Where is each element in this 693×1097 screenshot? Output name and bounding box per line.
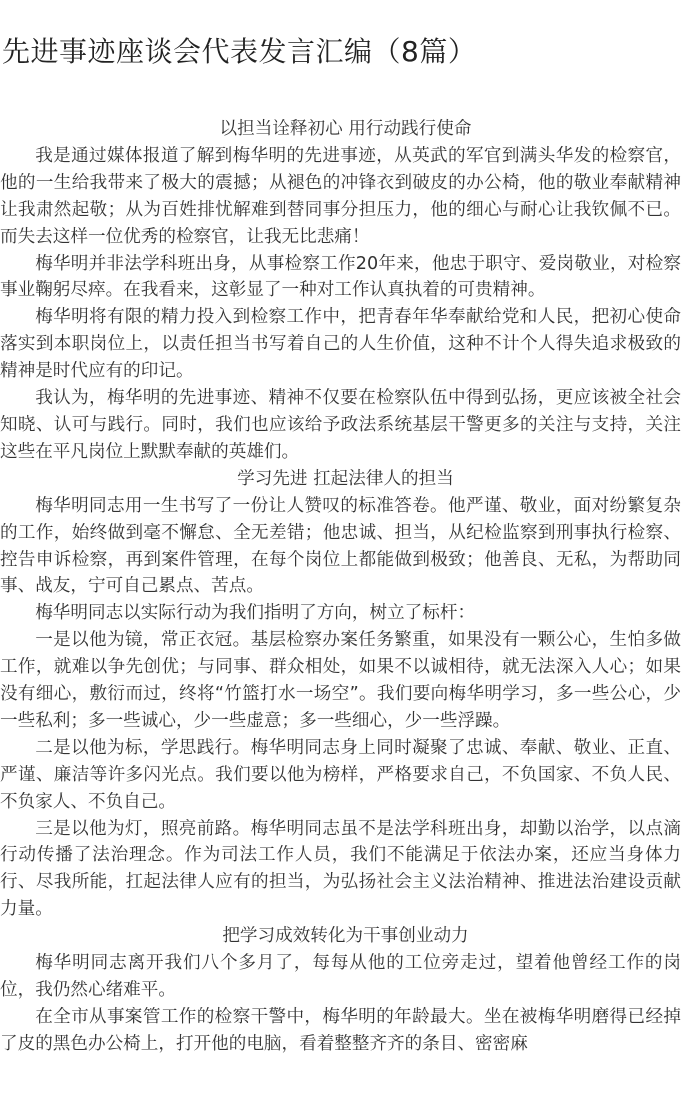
paragraph: 二是以他为标，学思践行。梅华明同志身上同时凝聚了忠诚、奉献、敬业、正直、严谨、廉洁等许多闪光点。我们要以他为榜样，严格要求自己，不负国家、不负人民、不负家人、不负自己。	[0, 737, 681, 812]
section	[0, 466, 681, 923]
paragraph: 梅华明并非法学科班出身，从事检察工作20年来，他忠于职守、爱岗敬业，对检察事业鞠躬尽瘁。在我看来，这彰显了一种对工作认真执着的可贵精神。	[0, 253, 681, 301]
paragraph: 梅华明同志以实际行动为我们指明了方向，树立了标杆：	[35, 603, 476, 624]
section	[0, 116, 681, 466]
paragraph: 我认为，梅华明的先进事迹、精神不仅要在检察队伍中得到弘扬，更应该被全社会知晓、认可与践行。同时，我们也应该给予政法系统基层干警更多的关注与支持，关注这些在平凡岗位上默默奉献的英雄们。	[0, 388, 681, 462]
section-heading: 把学习成效转化为干事创业动力	[222, 926, 469, 947]
section-heading: 以担当诠释初心 用行动践行使命	[219, 119, 472, 139]
paragraph: 梅华明同志离开我们八个多月了，每每从他的工位旁走过，望着他曾经工作的岗位，我仍然心绪难平。	[0, 953, 681, 1000]
section-heading: 学习先进 扛起法律人的担当	[237, 468, 454, 489]
paragraph: 在全市从事案管工作的检察干警中，梅华明的年龄最大。坐在被梅华明磨得已经掉了皮的黑色办公椅上，打开他的电脑，看着整整齐齐的条目、密密麻	[0, 1006, 681, 1054]
paragraph: 梅华明同志用一生书写了一份让人赞叹的标准答卷。他严谨、敬业，面对纷繁复杂的工作，始终做到毫不懈怠、全无差错；他忠诚、担当，从纪检监察到刑事执行检察、控告申诉检察，再到案件管理，在每个岗位上都能做到极致；他善良、无私，为帮助同事、战友，宁可自己累点、苦点。	[0, 495, 681, 597]
paragraph: 我是通过媒体报道了解到梅华明的先进事迹，从英武的军官到满头华发的检察官，他的一生给我带来了极大的震撼；从褪色的冲锋衣到破皮的办公椅，他的敬业奉献精神让我肃然起敬；从为百姓排忧解难到替同事分担压力，他的细心与耐心让我钦佩不已。而失去这样一位优秀的检察官，让我无比悲痛！	[0, 145, 681, 247]
document-title: 先进事迹座谈会代表发言汇编（8篇）	[2, 35, 477, 68]
paragraph: 三是以他为灯，照亮前路。梅华明同志虽不是法学科班出身，却勤以治学，以点滴行动传播了法治理念。作为司法工作人员，我们不能满足于依法办案，还应当身体力行、尽我所能，扛起法律人应有的担当，为弘扬社会主义法治精神、推进法治建设贡献力量。	[0, 818, 681, 920]
section	[0, 923, 681, 1058]
document-body	[0, 116, 681, 1058]
paragraph: 一是以他为镜，常正衣冠。基层检察办案任务繁重，如果没有一颗公心，生怕多做工作，就难以争先创优；与同事、群众相处，如果不以诚相待，就无法深入人心；如果没有细心，敷衍而过，终将“竹篮打水一场空”。我们要向梅华明学习，多一些公心，少一些私利；多一些诚心，少一些虚意；多一些细心，少一些浮躁。	[0, 630, 681, 731]
paragraph: 梅华明将有限的精力投入到检察工作中，把青春年华奉献给党和人民，把初心使命落实到本职岗位上，以责任担当书写着自己的人生价值，这种不计个人得失追求极致的精神是时代应有的印记。	[0, 307, 681, 382]
